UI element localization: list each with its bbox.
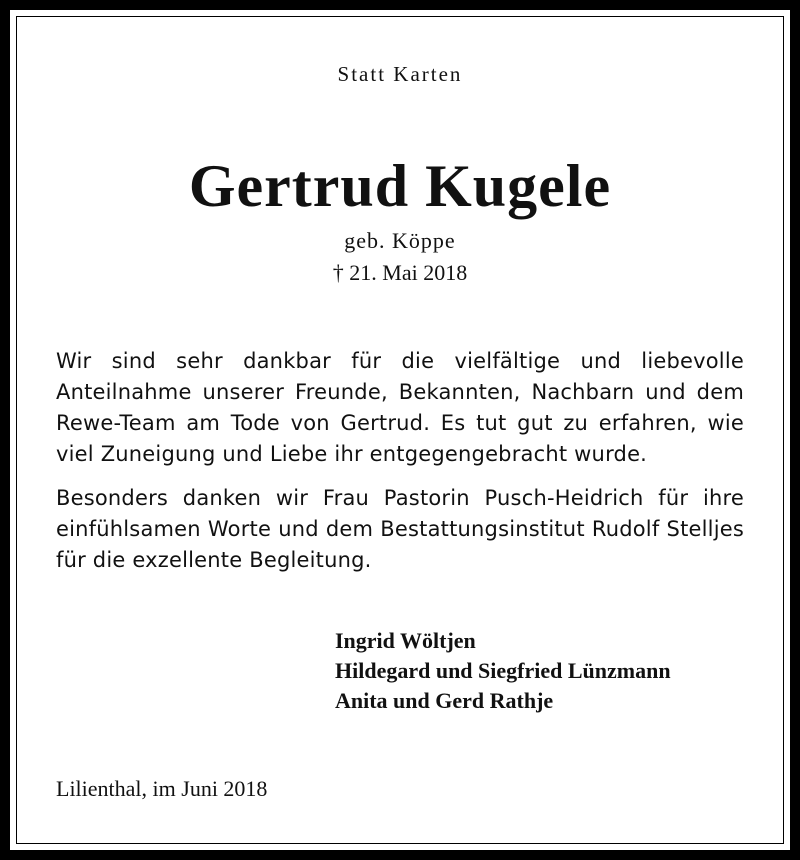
signer-1: Ingrid Wöltjen (335, 628, 476, 653)
deceased-name: Gertrud Kugele (188, 153, 612, 219)
signers-block (335, 626, 671, 716)
signer-2: Hildegard und Siegfried Lünzmann (335, 658, 671, 683)
maiden-name: geb. Köppe (344, 228, 456, 253)
place-date: Lilienthal, im Juni 2018 (56, 776, 268, 801)
thanks-paragraph-2: Besonders danken wir Frau Pastorin Pusch-Heidrich für ihre einfühlsamen Worte und dem Bestattungsinstitut Rudolf Stelljes für die exzellente Begleitung. (56, 486, 744, 572)
thanks-paragraph-1: Wir sind sehr dankbar für die vielfältige und liebevolle Anteilnahme unserer Freunde, Bekannten, Nachbarn und dem Rewe-Team am Tode von Gertrud. Es tut gut zu erfahren, wie viel Zuneigung und Liebe ihr entgegengebracht wurde. (56, 349, 744, 466)
header-note: Statt Karten (337, 62, 463, 86)
signer-3: Anita und Gerd Rathje (335, 688, 554, 713)
death-date: † 21. Mai 2018 (332, 260, 468, 285)
